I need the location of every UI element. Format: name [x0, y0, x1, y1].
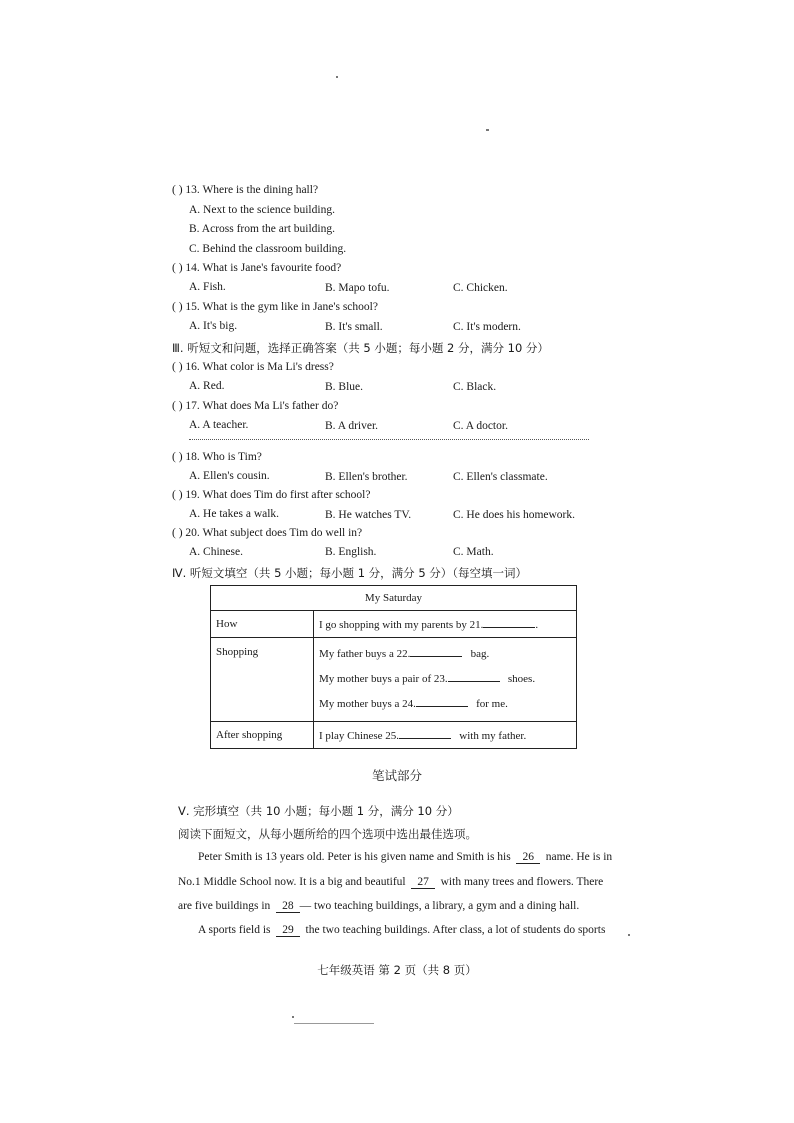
dotted-divider — [189, 439, 589, 440]
question-15-stem: ( ) 15. What is the gym like in Jane's school? — [172, 301, 378, 313]
passage-text: A sports field is — [198, 924, 271, 936]
question-19-option-b: B. He watches TV. — [325, 509, 412, 521]
question-20-option-b: B. English. — [325, 546, 377, 558]
answer-blank-22[interactable] — [410, 646, 462, 657]
section-5-instructions: 阅读下面短文，从每小题所给的四个选项中选出最佳选项。 — [178, 827, 477, 841]
question-13-option-c: C. Behind the classroom building. — [189, 243, 347, 255]
after-pre: I play Chinese 25. — [319, 730, 400, 742]
row-label-how: How — [211, 611, 314, 638]
question-18-stem: ( ) 18. Who is Tim? — [172, 451, 262, 463]
scan-speck — [486, 129, 489, 131]
passage-text: name. He is in — [545, 851, 613, 863]
question-13-option-a: A. Next to the science building. — [189, 204, 335, 216]
question-15-option-b: B. It's small. — [325, 321, 383, 333]
row-label-shopping: Shopping — [211, 638, 314, 722]
question-20-option-a: A. Chinese. — [189, 546, 243, 558]
how-text: I go shopping with my parents by 21. — [319, 619, 484, 631]
section-5-heading: Ⅴ. 完形填空（共 10 小题；每小题 1 分，满分 10 分） — [178, 804, 459, 818]
passage-text: are five buildings in — [178, 900, 271, 912]
shopping-line-3-pre: My mother buys a 24. — [319, 698, 416, 710]
shopping-line-1-pre: My father buys a 22. — [319, 648, 411, 660]
question-13-stem: ( ) 13. Where is the dining hall? — [172, 184, 319, 196]
written-part-heading: 笔试部分 — [371, 768, 422, 783]
question-14-stem: ( ) 14. What is Jane's favourite food? — [172, 262, 342, 274]
question-16-option-a: A. Red. — [189, 380, 225, 392]
question-17-option-a: A. A teacher. — [189, 419, 249, 431]
passage-text: with many trees and flowers. There — [440, 876, 604, 888]
page-footer: 七年级英语 第 2 页（共 8 页） — [317, 963, 477, 977]
question-20-option-c: C. Math. — [453, 546, 494, 558]
after-post: with my father. — [459, 730, 527, 742]
scan-speck — [628, 934, 630, 936]
table-row — [211, 611, 577, 638]
shopping-line-1-post: bag. — [470, 648, 490, 660]
passage-line-2 — [178, 876, 603, 889]
question-14-option-c: C. Chicken. — [453, 282, 508, 294]
scan-streak — [294, 1023, 374, 1024]
question-14-option-a: A. Fish. — [189, 281, 226, 293]
question-15-option-a: A. It's big. — [189, 320, 238, 332]
table-row — [211, 638, 577, 722]
shopping-line-2-post: shoes. — [507, 673, 536, 685]
my-saturday-table — [210, 585, 577, 749]
answer-blank-24[interactable] — [416, 696, 468, 707]
question-19-option-a: A. He takes a walk. — [189, 508, 280, 520]
passage-text: — two teaching buildings, a library, a gym and a dining hall. — [299, 900, 580, 912]
question-16-stem: ( ) 16. What color is Ma Li's dress? — [172, 361, 334, 373]
table-title: My Saturday — [211, 586, 577, 611]
question-16-option-b: B. Blue. — [325, 381, 364, 393]
question-16-option-c: C. Black. — [453, 381, 497, 393]
cloze-blank-26[interactable]: 26 — [516, 851, 540, 864]
shopping-line-3-post: for me. — [476, 698, 508, 710]
section-4-heading: Ⅳ. 听短文填空（共 5 小题；每小题 1 分，满分 5 分）（每空填一词） — [172, 566, 528, 580]
question-17-option-b: B. A driver. — [325, 420, 379, 432]
cloze-blank-28[interactable]: 28 — [276, 900, 300, 913]
passage-line-4 — [198, 924, 605, 937]
passage-text: No.1 Middle School now. It is a big and beautiful — [178, 876, 406, 888]
question-19-option-c: C. He does his homework. — [453, 509, 576, 521]
row-label-after-shopping: After shopping — [211, 722, 314, 749]
question-19-stem: ( ) 19. What does Tim do first after school? — [172, 489, 371, 501]
passage-text: Peter Smith is 13 years old. Peter is his given name and Smith is his — [198, 851, 511, 863]
passage-line-3 — [178, 900, 579, 913]
question-17-option-c: C. A doctor. — [453, 420, 508, 432]
question-18-option-b: B. Ellen's brother. — [325, 471, 408, 483]
row-content-shopping — [314, 638, 577, 722]
scan-speck — [336, 76, 338, 78]
cloze-blank-29[interactable]: 29 — [276, 924, 300, 937]
question-14-option-b: B. Mapo tofu. — [325, 282, 390, 294]
answer-blank-23[interactable] — [448, 671, 500, 682]
passage-text: the two teaching buildings. After class, a lot of students do sports — [305, 924, 606, 936]
section-3-heading: Ⅲ. 听短文和问题，选择正确答案（共 5 小题；每小题 2 分，满分 10 分） — [172, 341, 549, 355]
answer-blank-21[interactable] — [483, 617, 535, 628]
question-20-stem: ( ) 20. What subject does Tim do well in? — [172, 527, 363, 539]
passage-line-1 — [198, 851, 612, 864]
answer-blank-25[interactable] — [399, 728, 451, 739]
scan-speck — [292, 1016, 294, 1018]
how-end: . — [535, 619, 539, 631]
row-content-how — [314, 611, 577, 638]
shopping-line-2-pre: My mother buys a pair of 23. — [319, 673, 448, 685]
question-18-option-a: A. Ellen's cousin. — [189, 470, 270, 482]
question-18-option-c: C. Ellen's classmate. — [453, 471, 548, 483]
question-15-option-c: C. It's modern. — [453, 321, 521, 333]
table-row — [211, 722, 577, 749]
question-13-option-b: B. Across from the art building. — [189, 223, 335, 235]
question-17-stem: ( ) 17. What does Ma Li's father do? — [172, 400, 339, 412]
row-content-after-shopping — [314, 722, 577, 749]
cloze-blank-27[interactable]: 27 — [411, 876, 435, 889]
